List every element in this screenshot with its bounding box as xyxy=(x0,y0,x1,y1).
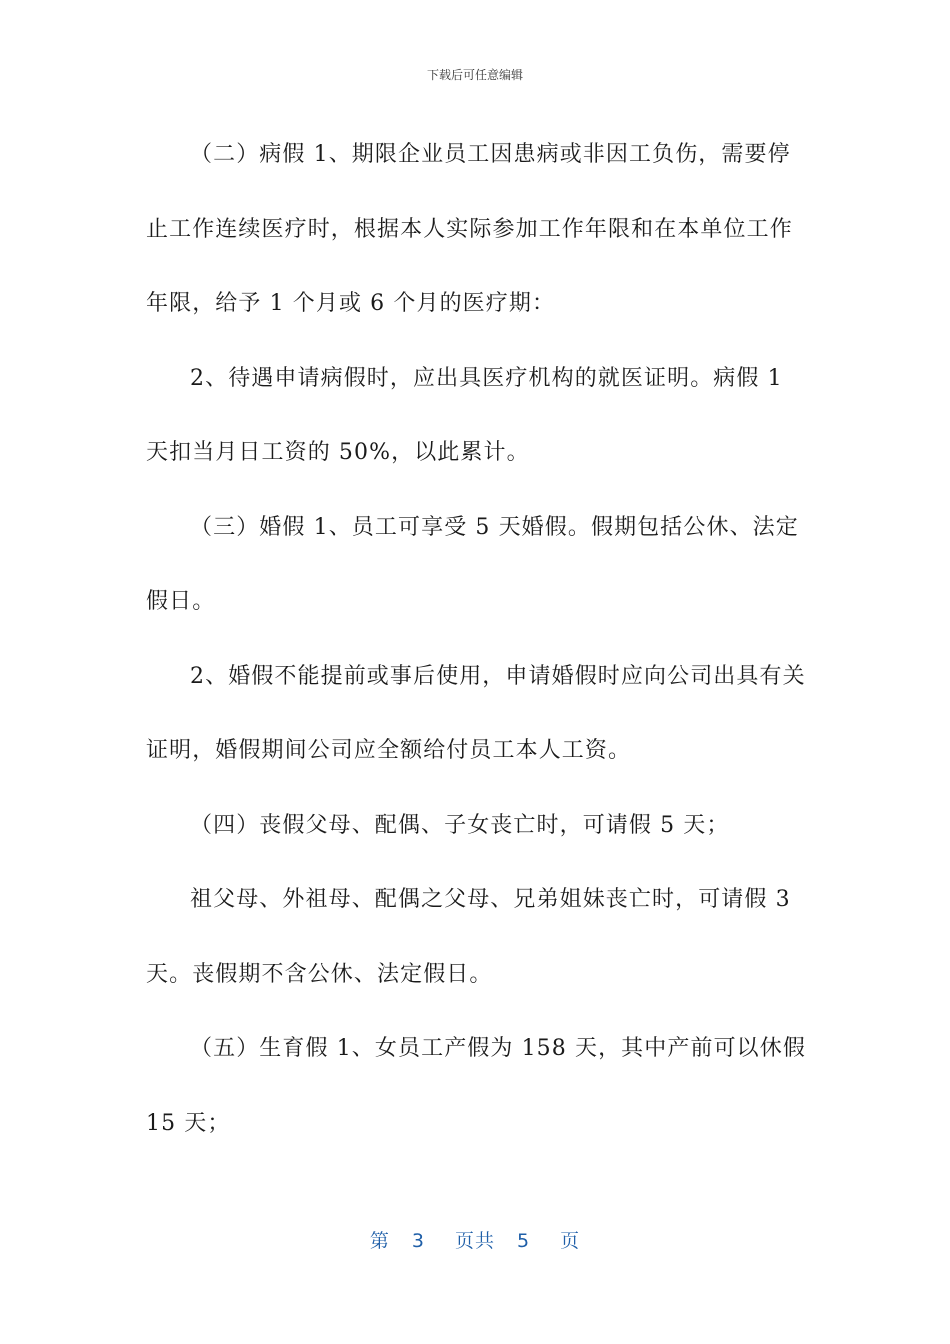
paragraph-marriage-leave: （三）婚假 1、员工可享受 5 天婚假。假期包括公休、法定假日。 xyxy=(146,514,799,614)
document-body xyxy=(146,118,810,1161)
paragraph-sick-leave-pay: 2、待遇申请病假时，应出具医疗机构的就医证明。病假 1 天扣当月日工资的 50%，以此累计。 xyxy=(146,365,783,465)
page-number-footer xyxy=(0,1226,950,1253)
footer-current-page: 3 xyxy=(411,1230,425,1252)
footer-middle: 页共 xyxy=(454,1230,495,1252)
footer-total-pages: 5 xyxy=(517,1230,531,1252)
footer-suffix: 页 xyxy=(560,1230,581,1252)
paragraph-maternity-leave: （五）生育假 1、女员工产假为 158 天，其中产前可以休假 15 天； xyxy=(146,1036,806,1136)
footer-prefix: 第 xyxy=(369,1230,390,1252)
paragraph-sick-leave-period: （二）病假 1、期限企业员工因患病或非因工负伤，需要停止工作连续医疗时，根据本人实际参加工作年限和在本单位工作年限，给予 1 个月或 6 个月的医疗期： xyxy=(146,142,793,316)
paragraph-bereavement-leave-relatives: 祖父母、外祖母、配偶之父母、兄弟姐妹丧亡时，可请假 3 天。丧假期不含公休、法定假日。 xyxy=(146,887,791,987)
paragraph-bereavement-leave: （四）丧假父母、配偶、子女丧亡时，可请假 5 天； xyxy=(190,812,730,838)
paragraph-marriage-leave-rules: 2、婚假不能提前或事后使用，申请婚假时应向公司出具有关证明，婚假期间公司应全额给付员工本人工资。 xyxy=(146,663,806,763)
page-header-note: 下载后可任意编辑 xyxy=(426,68,523,82)
